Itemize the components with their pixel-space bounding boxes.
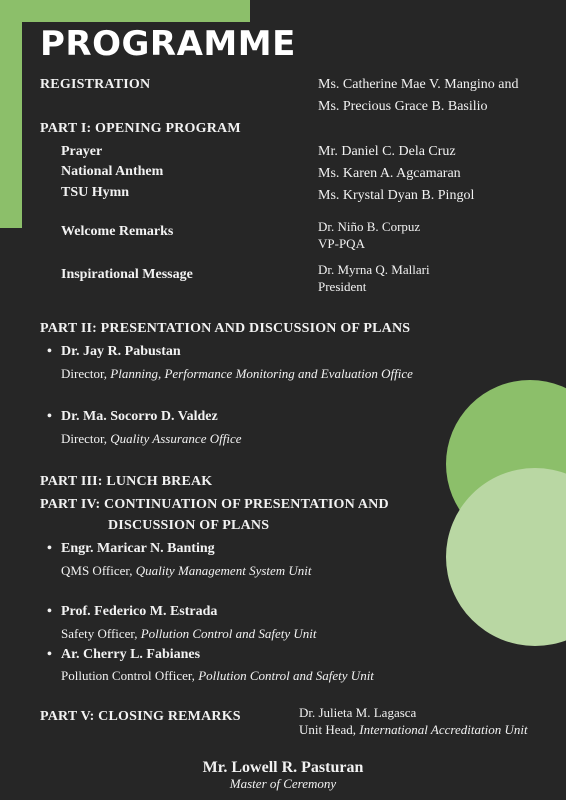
- part5-heading: PART V: CLOSING REMARKS: [40, 709, 241, 724]
- part1-person-inspirational: Dr. Myrna Q. Mallari: [318, 262, 430, 277]
- registration-person-2: Ms. Precious Grace B. Basilio: [318, 99, 488, 114]
- part1-person-welcome: Dr. Niño B. Corpuz: [318, 219, 421, 234]
- registration-label: REGISTRATION: [40, 77, 151, 92]
- part5-person: Dr. Julieta M. Lagasca: [299, 705, 417, 720]
- part1-item-anthem: National Anthem: [61, 164, 164, 179]
- part4-speaker-1-name: • Engr. Maricar N. Banting: [61, 540, 215, 558]
- part1-role-inspirational: President: [318, 279, 367, 294]
- part1-heading: PART I: OPENING PROGRAM: [40, 121, 241, 136]
- master-of-ceremony-name: Mr. Lowell R. Pasturan: [202, 759, 364, 776]
- part1-item-inspirational: Inspirational Message: [61, 267, 193, 282]
- part4-heading-line2: DISCUSSION OF PLANS: [108, 518, 270, 533]
- part2-heading: PART II: PRESENTATION AND DISCUSSION OF PLANS: [40, 321, 411, 336]
- part1-person-anthem: Ms. Karen A. Agcamaran: [318, 166, 461, 181]
- master-of-ceremony-role: Master of Ceremony: [229, 776, 337, 791]
- part1-person-prayer: Mr. Daniel C. Dela Cruz: [318, 144, 456, 159]
- part4-speaker-3-name: • Ar. Cherry L. Fabianes: [61, 646, 200, 664]
- part1-item-hymn: TSU Hymn: [61, 185, 130, 200]
- page-title: PROGRAMME: [40, 24, 296, 64]
- part3-heading: PART III: LUNCH BREAK: [40, 474, 213, 489]
- accent-bar-left: [0, 0, 22, 228]
- part2-speaker-1-role: Director, Planning, Performance Monitoring and Evaluation Office: [61, 366, 413, 381]
- part2-speaker-2-name: • Dr. Ma. Socorro D. Valdez: [61, 408, 218, 426]
- part4-heading-line1: PART IV: CONTINUATION OF PRESENTATION AND: [40, 497, 389, 512]
- part2-speaker-1-name: • Dr. Jay R. Pabustan: [61, 343, 181, 361]
- part4-speaker-2-name: • Prof. Federico M. Estrada: [61, 603, 217, 621]
- accent-bar-top: [0, 0, 250, 22]
- part1-person-hymn: Ms. Krystal Dyan B. Pingol: [318, 188, 475, 203]
- part4-speaker-3-role: Pollution Control Officer, Pollution Control and Safety Unit: [61, 668, 374, 683]
- part1-item-prayer: Prayer: [61, 144, 103, 159]
- part5-role: Unit Head, International Accreditation Unit: [299, 722, 528, 737]
- part1-item-welcome: Welcome Remarks: [61, 224, 174, 239]
- part1-role-welcome: VP-PQA: [318, 236, 365, 251]
- registration-person-1: Ms. Catherine Mae V. Mangino and: [318, 77, 519, 92]
- part4-speaker-2-role: Safety Officer, Pollution Control and Safety Unit: [61, 626, 317, 641]
- part2-speaker-2-role: Director, Quality Assurance Office: [61, 431, 242, 446]
- part4-speaker-1-role: QMS Officer, Quality Management System Unit: [61, 563, 312, 578]
